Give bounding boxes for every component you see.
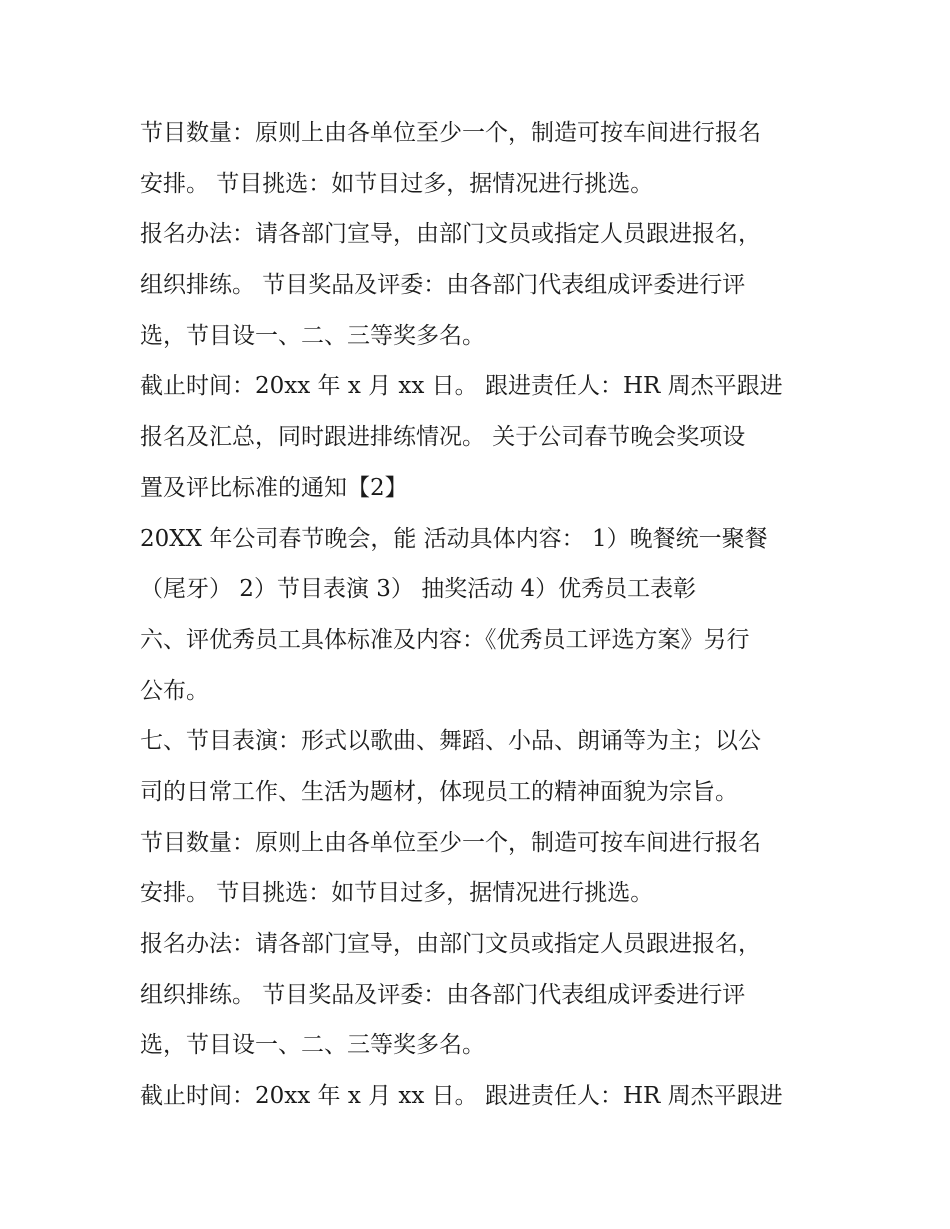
text-line: 选，节目设一、二、三等奖多名。 <box>140 1032 485 1059</box>
text-line: 组织排练。 节目奖品及评委：由各部门代表组成评委进行评 <box>140 981 746 1008</box>
text-line: 截止时间：20xx 年 x 月 xx 日。 跟进责任人：HR 周杰平跟进 <box>140 373 783 400</box>
text-line: 置及评比标准的通知【2】 <box>140 474 408 501</box>
text-line: 报名办法：请各部门宣导，由部门文员或指定人员跟进报名， <box>140 221 761 248</box>
text-line: 安排。 节目挑选：如节目过多，据情况进行挑选。 <box>140 170 654 197</box>
text-line: 安排。 节目挑选：如节目过多，据情况进行挑选。 <box>140 880 654 907</box>
text-line: 报名办法：请各部门宣导，由部门文员或指定人员跟进报名， <box>140 931 761 957</box>
text-line: 司的日常工作、生活为题材，体现员工的精神面貌为宗旨。 <box>140 778 738 805</box>
text-line: 组织排练。 节目奖品及评委：由各部门代表组成评委进行评 <box>140 272 746 299</box>
text-line: 节目数量：原则上由各单位至少一个，制造可按车间进行报名 <box>140 120 761 146</box>
text-line: 节目数量：原则上由各单位至少一个，制造可按车间进行报名 <box>140 829 761 856</box>
text-line: （尾牙） 2）节目表演 3） 抽奖活动 4）优秀员工表彰 <box>140 576 697 603</box>
document-body <box>140 108 820 1122</box>
text-line: 20XX 年公司春节晚会，能 活动具体内容： 1）晚餐统一聚餐 <box>140 525 768 552</box>
text-line: 六、评优秀员工具体标准及内容：《优秀员工评选方案》另行 <box>140 626 750 653</box>
text-line: 七、节目表演：形式以歌曲、舞蹈、小品、朗诵等为主；以公 <box>140 728 761 755</box>
text-line: 选，节目设一、二、三等奖多名。 <box>140 322 485 349</box>
text-line: 截止时间：20xx 年 x 月 xx 日。 跟进责任人：HR 周杰平跟进 <box>140 1083 783 1110</box>
text-line: 公布。 <box>140 677 209 704</box>
text-line: 报名及汇总，同时跟进排练情况。 关于公司春节晚会奖项设 <box>140 424 746 451</box>
